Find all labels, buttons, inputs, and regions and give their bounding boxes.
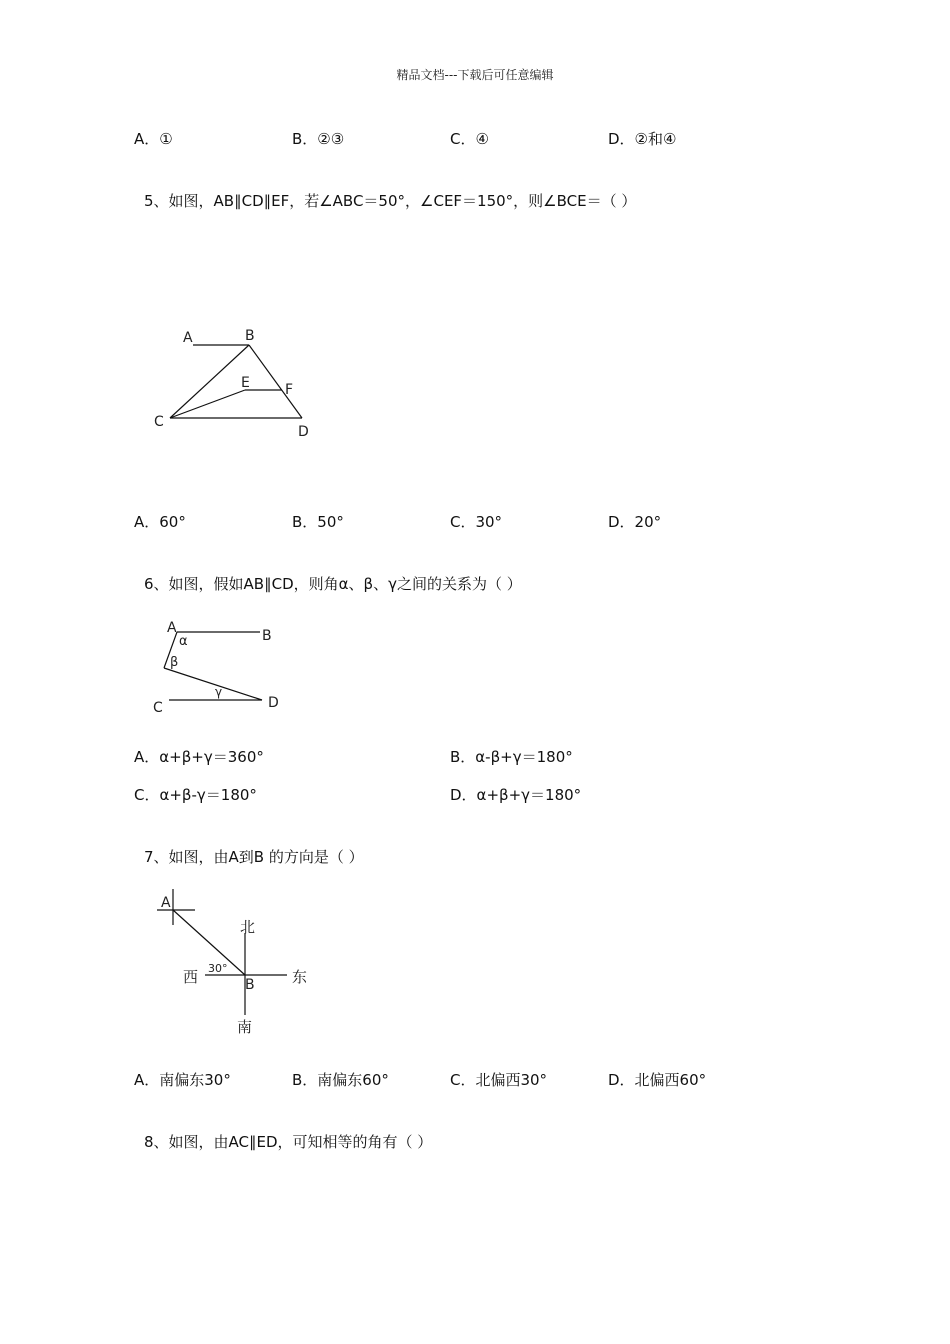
q6-option-a[interactable]: A．α+β+γ＝360° xyxy=(134,748,264,766)
q7-option-c[interactable]: C．北偏西30° xyxy=(450,1071,548,1089)
q7-option-d[interactable]: D．北偏西60° xyxy=(608,1071,707,1089)
q7-stem: 7、如图，由A到B 的方向是（ ） xyxy=(144,848,364,866)
q6-option-d[interactable]: D．α+β+γ＝180° xyxy=(450,786,582,804)
q4-option-c[interactable]: C．④ xyxy=(450,130,489,148)
q7-label-west: 西 xyxy=(183,968,199,986)
q4-option-a[interactable]: A．① xyxy=(134,130,173,148)
q5-option-c[interactable]: C．30° xyxy=(450,513,503,531)
page-header: 精品文档---下载后可任意编辑 xyxy=(396,68,554,82)
q6-label-gamma: γ xyxy=(215,685,223,699)
q8-stem: 8、如图，由AC∥ED，可知相等的角有（ ） xyxy=(144,1133,433,1151)
q4-option-b[interactable]: B．②③ xyxy=(292,130,345,148)
q6-option-b[interactable]: B．α-β+γ＝180° xyxy=(450,748,573,766)
q6-label-d: D xyxy=(268,695,279,711)
q7-label-south: 南 xyxy=(237,1018,253,1036)
q5-label-c: C xyxy=(154,414,164,430)
q6-figure xyxy=(145,618,295,718)
q7-figure xyxy=(145,885,325,1040)
q5-option-d[interactable]: D．20° xyxy=(608,513,662,531)
q5-label-e: E xyxy=(241,375,250,391)
q6-label-alpha: α xyxy=(179,634,188,649)
q5-label-f: F xyxy=(285,382,294,398)
q6-option-c[interactable]: C．α+β-γ＝180° xyxy=(134,786,257,804)
q6-label-beta: β xyxy=(170,655,179,670)
q7-option-b[interactable]: B．南偏东60° xyxy=(292,1071,389,1089)
q6-label-b: B xyxy=(262,628,272,644)
q5-label-a: A xyxy=(183,330,193,346)
q5-stem: 5、如图，AB∥CD∥EF，若∠ABC＝50°，∠CEF＝150°，则∠BCE＝（ ） xyxy=(144,192,637,210)
q5-figure xyxy=(145,320,325,445)
q5-option-a[interactable]: A．60° xyxy=(134,513,186,531)
q7-label-b: B xyxy=(245,977,255,993)
q7-label-angle: 30° xyxy=(208,962,228,975)
q7-label-a: A xyxy=(161,895,171,911)
q5-label-d: D xyxy=(298,424,309,440)
q5-option-b[interactable]: B．50° xyxy=(292,513,344,531)
q7-label-north: 北 xyxy=(240,918,256,936)
q6-label-c: C xyxy=(153,700,163,716)
q4-option-d[interactable]: D．②和④ xyxy=(608,130,677,148)
q6-stem: 6、如图，假如AB∥CD，则角α、β、γ之间的关系为（ ） xyxy=(144,575,522,593)
q7-option-a[interactable]: A．南偏东30° xyxy=(134,1071,231,1089)
q6-label-a: A xyxy=(167,620,177,636)
q7-label-east: 东 xyxy=(292,968,308,986)
q5-label-b: B xyxy=(245,328,255,344)
